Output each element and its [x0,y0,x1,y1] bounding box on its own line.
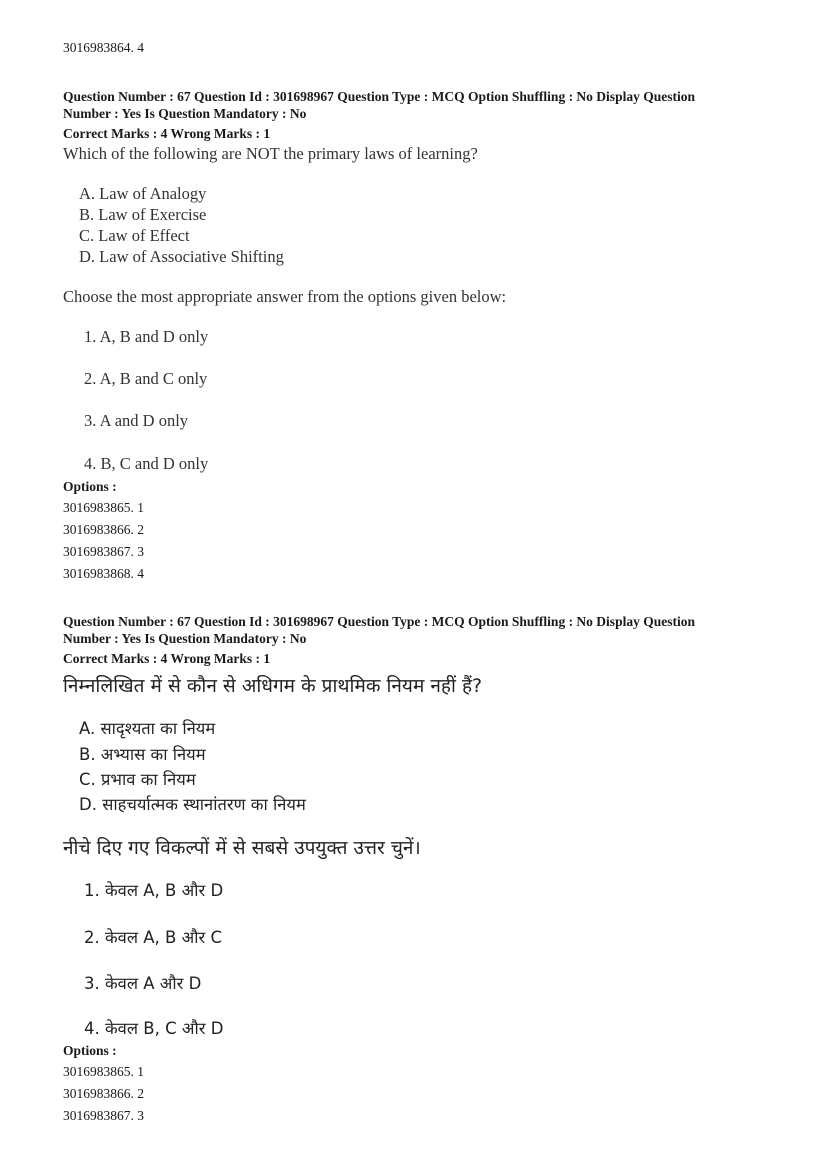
option-id-1: 3016983865. 1 [63,1064,144,1079]
statement-a: A. Law of Analogy [79,184,207,203]
statement-c: C. Law of Effect [79,226,190,245]
choice-2: 2. A, B and C only [84,369,208,388]
options-label: Options : [63,479,117,494]
previous-option-id: 3016983864. 4 [63,40,144,55]
option-id-3: 3016983867. 3 [63,544,144,559]
options-label: Options : [63,1043,117,1058]
statement-c: C. प्रभाव का नियम [79,770,196,789]
statement-b: B. अभ्यास का नियम [79,745,206,764]
instruction-text: नीचे दिए गए विकल्पों में से सबसे उपयुक्त उत्तर चुनें। [63,837,421,859]
choice-2: 2. केवल A, B और C [84,928,223,947]
statement-d: D. साहचर्यात्मक स्थानांतरण का नियम [79,795,306,814]
statement-b: B. Law of Exercise [79,205,207,224]
statement-d: D. Law of Associative Shifting [79,247,284,266]
question-text: Which of the following are NOT the primary laws of learning? [63,144,478,163]
choice-3: 3. केवल A और D [84,974,202,993]
option-id-1: 3016983865. 1 [63,500,144,515]
question-meta-line-2: Number : Yes Is Question Mandatory : No [63,631,307,646]
question-text: निम्नलिखित में से कौन से अधिगम के प्राथमिक नियम नहीं हैं? [63,675,483,697]
question-meta-line-2: Number : Yes Is Question Mandatory : No [63,106,307,121]
option-id-3: 3016983867. 3 [63,1108,144,1123]
choice-4: 4. B, C and D only [84,454,209,473]
choice-1: 1. केवल A, B और D [84,881,224,900]
question-meta-line-1: Question Number : 67 Question Id : 301698967 Question Type : MCQ Option Shuffling : No Display Question [63,89,695,104]
instruction-text: Choose the most appropriate answer from the options given below: [63,287,507,306]
option-id-2: 3016983866. 2 [63,522,144,537]
choice-3: 3. A and D only [84,411,189,430]
choice-4: 4. केवल B, C और D [84,1019,224,1038]
marks-line: Correct Marks : 4 Wrong Marks : 1 [63,651,271,666]
statement-a: A. सादृश्यता का नियम [79,719,216,738]
option-id-2: 3016983866. 2 [63,1086,144,1101]
question-meta-line-1: Question Number : 67 Question Id : 301698967 Question Type : MCQ Option Shuffling : No Display Question [63,614,695,629]
option-id-4: 3016983868. 4 [63,566,144,581]
marks-line: Correct Marks : 4 Wrong Marks : 1 [63,126,271,141]
choice-1: 1. A, B and D only [84,327,209,346]
